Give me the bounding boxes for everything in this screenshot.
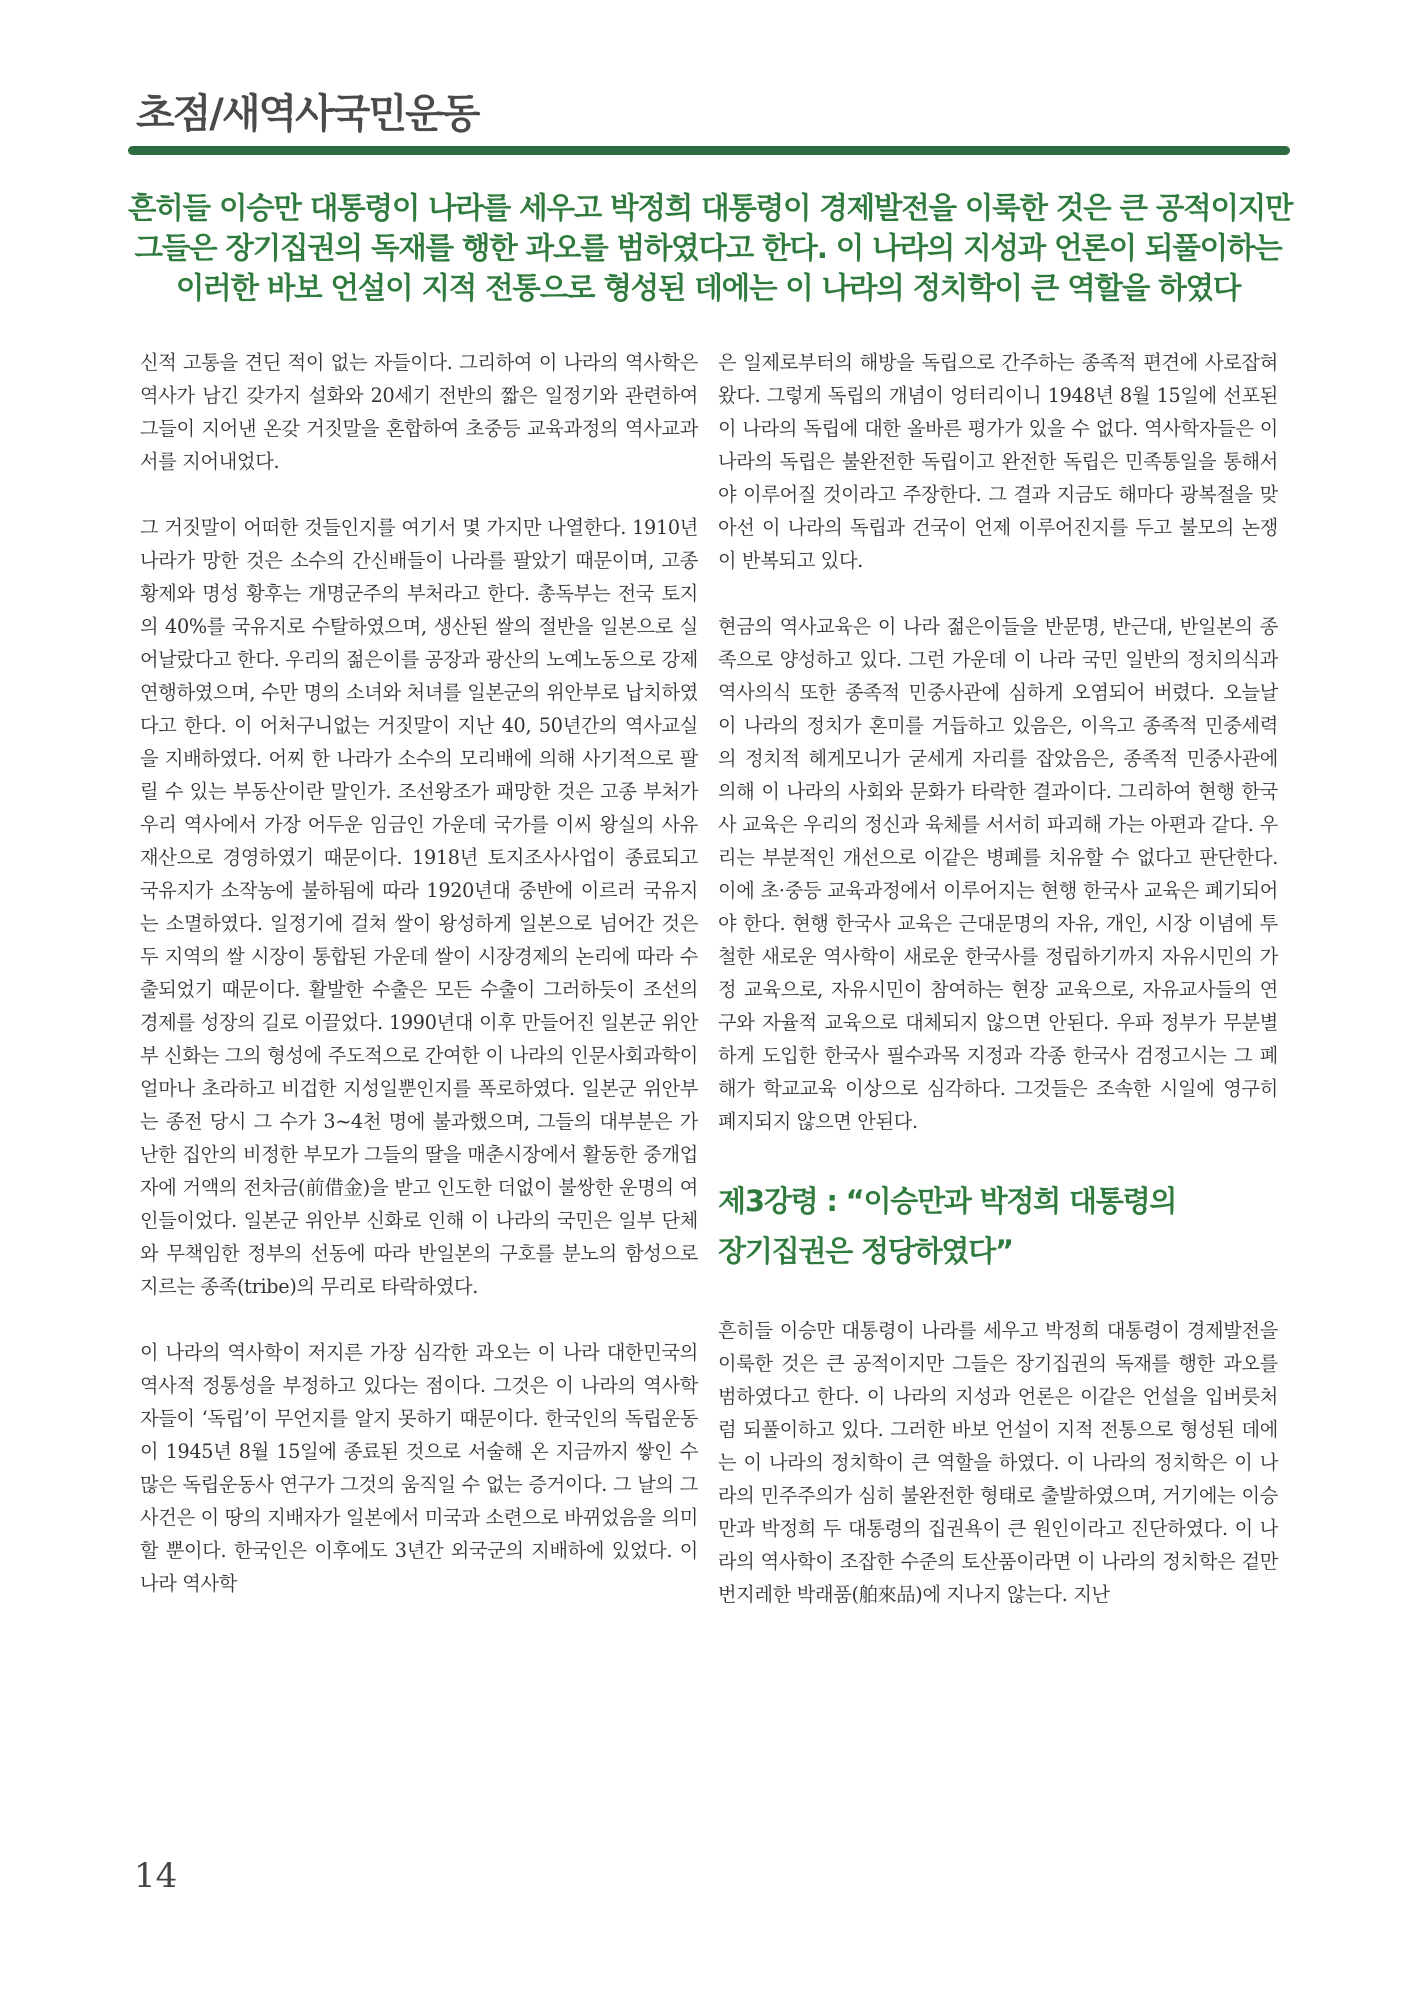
lead-paragraph <box>128 188 1293 308</box>
left-paragraph-1: 신적 고통을 견딘 적이 없는 자들이다. 그리하여 이 나라의 역사학은 역사가 남긴 갖가지 설화와 20세기 전반의 짧은 일정기와 관련하여 그들이 지어낸 온갖 거짓말을 혼합하여 초중등 교육과정의 역사교과서를 지어내었다. <box>140 351 698 473</box>
right-paragraph-2: 현금의 역사교육은 이 나라 젊은이들을 반문명, 반근대, 반일본의 종족으로 양성하고 있다. 그런 가운데 이 나라 국민 일반의 정치의식과 역사의식 또한 종족적 민중사관에 심하게 오염되어 버렸다. 오늘날 이 나라의 정치가 혼미를 거듭하고 있음은, 이윽고 종족적 민중세력의 정치적 헤게모니가 굳세게 자리를 잡았음은, 종족적 민중사관에 의해 이 나라의 사회와 문화가 타락한 결과이다. 그리하여 현행 한국사 교육은 우리의 정신과 육체를 서서히 파괴해 가는 아편과 같다. 우리는 부분적인 개선으로 이같은 병폐를 치유할 수 없다고 판단한다. 이에 초·중등 교육과정에서 이루어지는 현행 한국사 교육은 폐기되어야 한다. 현행 한국사 교육은 근대문명의 자유, 개인, 시장 이념에 투철한 새로운 역사학이 새로운 한국사를 정립하기까지 자유시민의 가정 교육으로, 자유시민이 참여하는 현장 교육으로, 자유교사들의 연구와 자율적 교육으로 대체되지 않으면 안된다. 우파 정부가 무분별하게 도입한 한국사 필수과목 지정과 각종 한국사 검정고시는 그 폐해가 학교교육 이상으로 심각하다. 그것들은 조속한 시일에 영구히 폐지되지 않으면 안된다. <box>718 615 1278 1133</box>
page-number: 14 <box>134 1856 178 1896</box>
subheading-line-1: 제3강령 : “이승만과 박정희 대통령의 <box>718 1184 1177 1218</box>
title-rule <box>128 146 1290 155</box>
section-subheading <box>718 1176 1278 1276</box>
left-paragraph-3: 이 나라의 역사학이 저지른 가장 심각한 과오는 이 나라 대한민국의 역사적 정통성을 부정하고 있다는 점이다. 그것은 이 나라의 역사학자들이 ‘독립’이 무언지를 알지 못하기 때문이다. 한국인의 독립운동이 1945년 8월 15일에 종료된 것으로 서술해 온 지금까지 쌓인 수많은 독립운동사 연구가 그것의 움직일 수 없는 증거이다. 그 날의 그 사건은 이 땅의 지배자가 일본에서 미국과 소련으로 바뀌었음을 의미할 뿐이다. 한국인은 이후에도 3년간 외국군의 지배하에 있었다. 이 나라 역사학 <box>140 1341 698 1595</box>
right-column <box>718 346 1278 1611</box>
section-title: 초점/새역사국민운동 <box>136 91 479 137</box>
left-column <box>140 346 698 1600</box>
right-paragraph-1: 은 일제로부터의 해방을 독립으로 간주하는 종족적 편견에 사로잡혀 왔다. 그렇게 독립의 개념이 엉터리이니 1948년 8월 15일에 선포된 이 나라의 독립에 대한 올바른 평가가 있을 수 없다. 역사학자들은 이 나라의 독립은 불완전한 독립이고 완전한 독립은 민족통일을 통해서야 이루어질 것이라고 주장한다. 그 결과 지금도 해마다 광복절을 맞아선 이 나라의 독립과 건국이 언제 이루어진지를 두고 불모의 논쟁이 반복되고 있다. <box>718 351 1278 572</box>
lead-line-1: 흔히들 이승만 대통령이 나라를 세우고 박정희 대통령이 경제발전을 이룩한 것은 큰 공적이지만 <box>128 191 1293 225</box>
subheading-line-2: 장기집권은 정당하였다” <box>718 1234 1013 1268</box>
right-paragraph-3: 흔히들 이승만 대통령이 나라를 세우고 박정희 대통령이 경제발전을 이룩한 것은 큰 공적이지만 그들은 장기집권의 독재를 행한 과오를 범하였다고 한다. 이 나라의 지성과 언론은 이같은 언설을 입버릇처럼 되풀이하고 있다. 그러한 바보 언설이 지적 전통으로 형성된 데에는 이 나라의 정치학이 큰 역할을 하였다. 이 나라의 정치학은 이 나라의 민주주의가 심히 불완전한 형태로 출발하였으며, 거기에는 이승만과 박정희 두 대통령의 집권욕이 큰 원인이라고 진단하였다. 이 나라의 역사학이 조잡한 수준의 토산품이라면 이 나라의 정치학은 겉만 번지레한 박래품(舶來品)에 지나지 않는다. 지난 <box>718 1319 1278 1606</box>
lead-line-2: 그들은 장기집권의 독재를 행한 과오를 범하였다고 한다. 이 나라의 지성과 언론이 되풀이하는 <box>134 231 1282 265</box>
lead-line-3: 이러한 바보 언설이 지적 전통으로 형성된 데에는 이 나라의 정치학이 큰 역할을 하였다 <box>175 271 1241 305</box>
left-paragraph-2: 그 거짓말이 어떠한 것들인지를 여기서 몇 가지만 나열한다. 1910년 나라가 망한 것은 소수의 간신배들이 나라를 팔았기 때문이며, 고종 황제와 명성 황후는 개명군주의 부처라고 한다. 총독부는 전국 토지의 40%를 국유지로 수탈하였으며, 생산된 쌀의 절반을 일본으로 실어날랐다고 한다. 우리의 젊은이를 공장과 광산의 노예노동으로 강제연행하였으며, 수만 명의 소녀와 처녀를 일본군의 위안부로 납치하였다고 한다. 이 어처구니없는 거짓말이 지난 40, 50년간의 역사교실을 지배하였다. 어찌 한 나라가 소수의 모리배에 의해 사기적으로 팔릴 수 있는 부동산이란 말인가. 조선왕조가 패망한 것은 고종 부처가 우리 역사에서 가장 어두운 임금인 가운데 국가를 이씨 왕실의 사유재산으로 경영하였기 때문이다. 1918년 토지조사사업이 종료되고 국유지가 소작농에 불하됨에 따라 1920년대 중반에 이르러 국유지는 소멸하였다. 일정기에 걸쳐 쌀이 왕성하게 일본으로 넘어간 것은 두 지역의 쌀 시장이 통합된 가운데 쌀이 시장경제의 논리에 따라 수출되었기 때문이다. 활발한 수출은 모든 수출이 그러하듯이 조선의 경제를 성장의 길로 이끌었다. 1990년대 이후 만들어진 일본군 위안부 신화는 그의 형성에 주도적으로 간여한 이 나라의 인문사회과학이 얼마나 초라하고 비겁한 지성일뿐인지를 폭로하였다. 일본군 위안부는 종전 당시 그 수가 3~4천 명에 불과했으며, 그들의 대부분은 가난한 집안의 비정한 부모가 그들의 딸을 매춘시장에서 활동한 중개업자에 거액의 전차금(前借金)을 받고 인도한 더없이 불쌍한 운명의 여인들이었다. 일본군 위안부 신화로 인해 이 나라의 국민은 일부 단체와 무책임한 정부의 선동에 따라 반일본의 구호를 분노의 함성으로 지르는 종족(tribe)의 무리로 타락하였다. <box>140 516 698 1298</box>
